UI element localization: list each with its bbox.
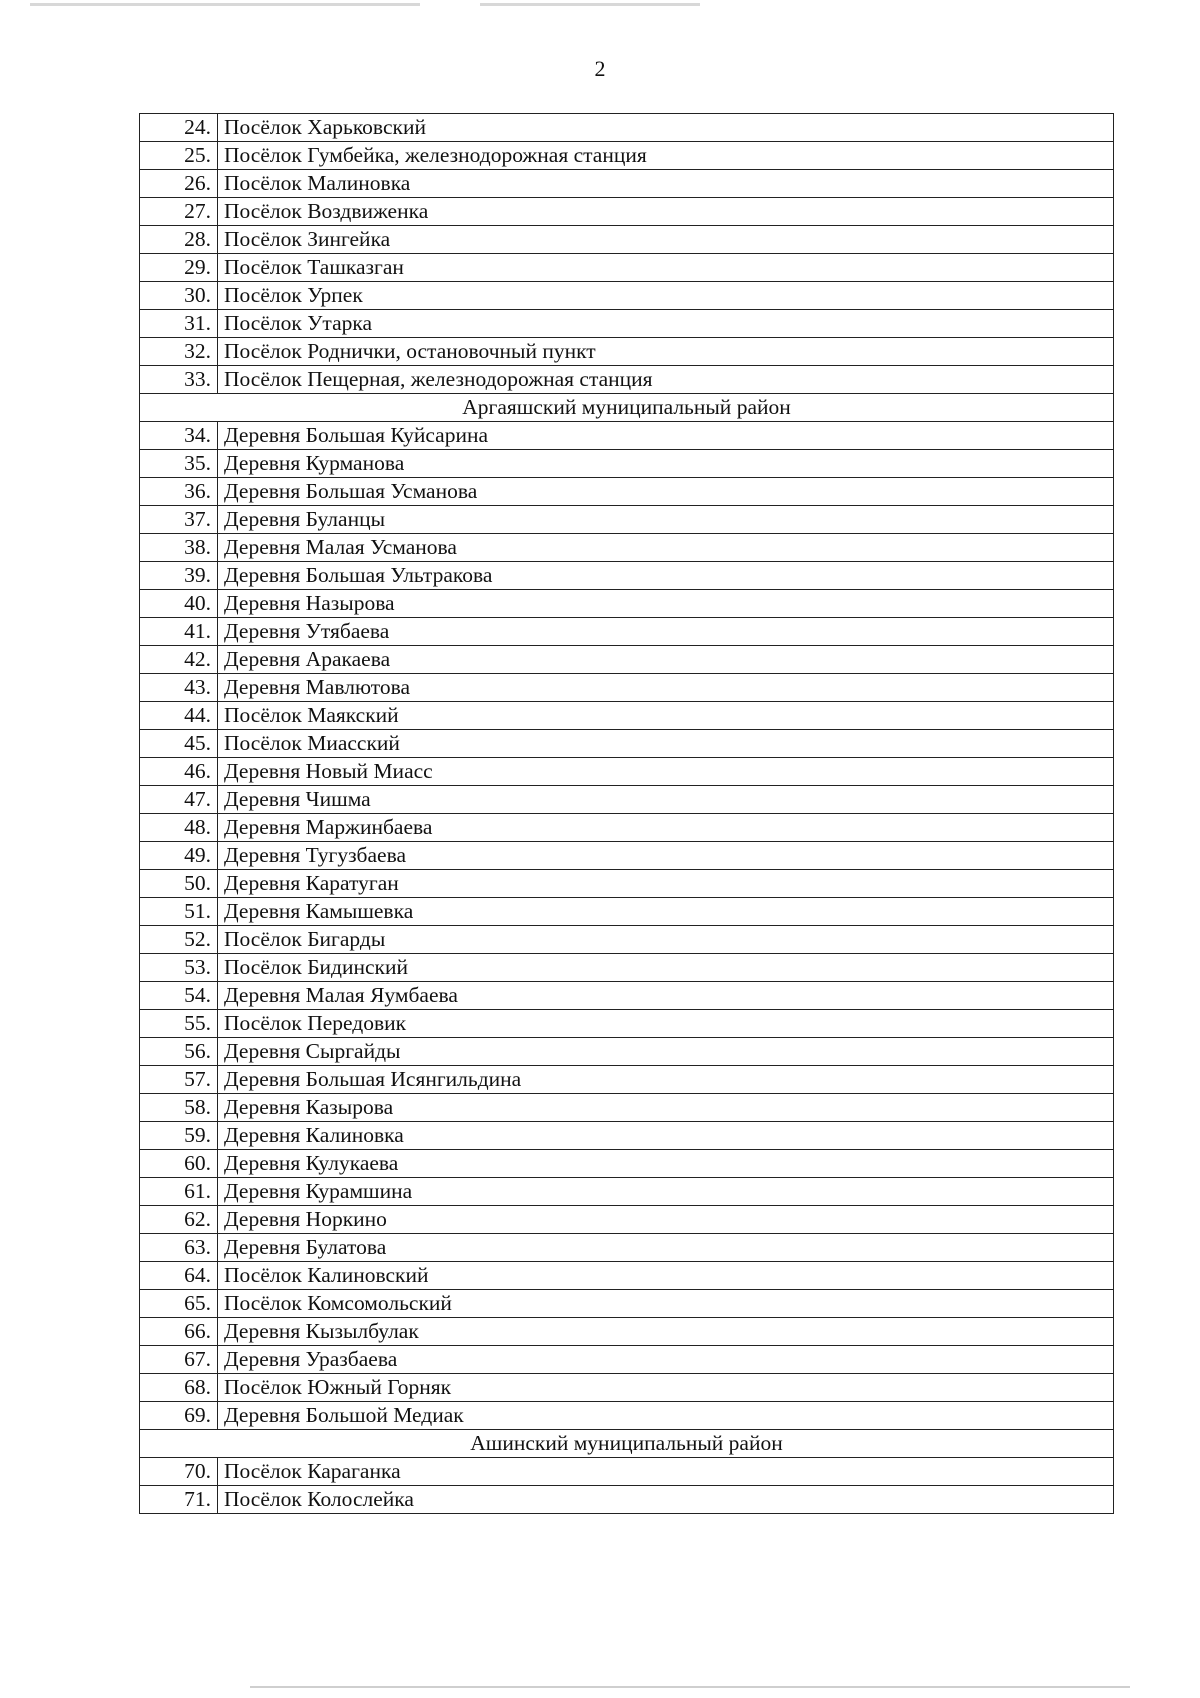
district-header-row — [140, 1430, 1114, 1458]
table-row — [140, 814, 1114, 842]
row-number: 65. — [140, 1290, 218, 1318]
row-number: 61. — [140, 1178, 218, 1206]
table-row — [140, 1010, 1114, 1038]
table-row — [140, 954, 1114, 982]
table-row — [140, 1402, 1114, 1430]
table-row — [140, 1150, 1114, 1178]
settlements-table — [139, 113, 1114, 1514]
settlement-name: Деревня Кызылбулак — [218, 1318, 1114, 1346]
row-number: 55. — [140, 1010, 218, 1038]
table-row — [140, 618, 1114, 646]
district-name: Аргаяшский муниципальный район — [140, 394, 1114, 422]
row-number: 28. — [140, 226, 218, 254]
settlement-name: Посёлок Утарка — [218, 310, 1114, 338]
table-row — [140, 870, 1114, 898]
row-number: 64. — [140, 1262, 218, 1290]
row-number: 38. — [140, 534, 218, 562]
table-row — [140, 114, 1114, 142]
table-row — [140, 1290, 1114, 1318]
settlement-name: Посёлок Гумбейка, железнодорожная станция — [218, 142, 1114, 170]
table-row — [140, 1038, 1114, 1066]
settlement-name: Деревня Курамшина — [218, 1178, 1114, 1206]
settlement-name: Посёлок Харьковский — [218, 114, 1114, 142]
settlement-name: Посёлок Бигарды — [218, 926, 1114, 954]
settlement-name: Деревня Уразбаева — [218, 1346, 1114, 1374]
table-row — [140, 226, 1114, 254]
settlement-name: Посёлок Малиновка — [218, 170, 1114, 198]
table-row — [140, 422, 1114, 450]
row-number: 36. — [140, 478, 218, 506]
settlement-name: Деревня Утябаева — [218, 618, 1114, 646]
settlement-name: Посёлок Калиновский — [218, 1262, 1114, 1290]
table-row — [140, 646, 1114, 674]
table-row — [140, 310, 1114, 338]
settlement-name: Деревня Малая Яумбаева — [218, 982, 1114, 1010]
settlement-name: Посёлок Караганка — [218, 1458, 1114, 1486]
scan-header-noise — [0, 0, 1200, 12]
settlement-name: Посёлок Пещерная, железнодорожная станция — [218, 366, 1114, 394]
table-row — [140, 982, 1114, 1010]
row-number: 60. — [140, 1150, 218, 1178]
table-row — [140, 702, 1114, 730]
settlement-name: Деревня Сыргайды — [218, 1038, 1114, 1066]
row-number: 32. — [140, 338, 218, 366]
table-row — [140, 1066, 1114, 1094]
table-row — [140, 1346, 1114, 1374]
row-number: 68. — [140, 1374, 218, 1402]
row-number: 62. — [140, 1206, 218, 1234]
row-number: 42. — [140, 646, 218, 674]
row-number: 24. — [140, 114, 218, 142]
row-number: 54. — [140, 982, 218, 1010]
row-number: 35. — [140, 450, 218, 478]
table-row — [140, 590, 1114, 618]
table-row — [140, 450, 1114, 478]
table-row — [140, 170, 1114, 198]
settlement-name: Посёлок Ташказган — [218, 254, 1114, 282]
page-number: 2 — [594, 56, 606, 81]
settlement-name: Деревня Аракаева — [218, 646, 1114, 674]
row-number: 49. — [140, 842, 218, 870]
table-row — [140, 926, 1114, 954]
row-number: 66. — [140, 1318, 218, 1346]
table-row — [140, 730, 1114, 758]
settlement-name: Посёлок Роднички, остановочный пункт — [218, 338, 1114, 366]
settlement-name: Деревня Калиновка — [218, 1122, 1114, 1150]
settlement-name: Деревня Малая Усманова — [218, 534, 1114, 562]
row-number: 39. — [140, 562, 218, 590]
table-row — [140, 842, 1114, 870]
table-row — [140, 562, 1114, 590]
settlement-name: Посёлок Миасский — [218, 730, 1114, 758]
row-number: 69. — [140, 1402, 218, 1430]
row-number: 31. — [140, 310, 218, 338]
row-number: 41. — [140, 618, 218, 646]
scan-footer-line — [250, 1686, 1130, 1688]
settlement-name: Деревня Новый Миасс — [218, 758, 1114, 786]
table-row — [140, 478, 1114, 506]
table-row — [140, 142, 1114, 170]
table-row — [140, 254, 1114, 282]
table-row — [140, 1094, 1114, 1122]
settlement-name: Посёлок Колослейка — [218, 1486, 1114, 1514]
row-number: 71. — [140, 1486, 218, 1514]
row-number: 37. — [140, 506, 218, 534]
table-row — [140, 282, 1114, 310]
row-number: 30. — [140, 282, 218, 310]
settlement-name: Деревня Тугузбаева — [218, 842, 1114, 870]
row-number: 29. — [140, 254, 218, 282]
table-row — [140, 198, 1114, 226]
settlement-name: Деревня Казырова — [218, 1094, 1114, 1122]
settlement-name: Деревня Назырова — [218, 590, 1114, 618]
settlement-name: Посёлок Южный Горняк — [218, 1374, 1114, 1402]
row-number: 58. — [140, 1094, 218, 1122]
settlement-name: Посёлок Воздвиженка — [218, 198, 1114, 226]
district-name: Ашинский муниципальный район — [140, 1430, 1114, 1458]
settlement-name: Деревня Каратуган — [218, 870, 1114, 898]
district-header-row — [140, 394, 1114, 422]
row-number: 40. — [140, 590, 218, 618]
settlement-name: Деревня Камышевка — [218, 898, 1114, 926]
row-number: 44. — [140, 702, 218, 730]
row-number: 34. — [140, 422, 218, 450]
row-number: 57. — [140, 1066, 218, 1094]
row-number: 27. — [140, 198, 218, 226]
settlement-name: Деревня Большая Усманова — [218, 478, 1114, 506]
row-number: 43. — [140, 674, 218, 702]
settlement-name: Деревня Норкино — [218, 1206, 1114, 1234]
settlement-name: Посёлок Урпек — [218, 282, 1114, 310]
settlement-name: Деревня Большая Ультракова — [218, 562, 1114, 590]
settlement-name: Посёлок Передовик — [218, 1010, 1114, 1038]
settlement-name: Деревня Булатова — [218, 1234, 1114, 1262]
table-row — [140, 1374, 1114, 1402]
table-row — [140, 1122, 1114, 1150]
table-row — [140, 758, 1114, 786]
settlement-name: Посёлок Зингейка — [218, 226, 1114, 254]
settlement-name: Деревня Большая Исянгильдина — [218, 1066, 1114, 1094]
row-number: 33. — [140, 366, 218, 394]
row-number: 26. — [140, 170, 218, 198]
table-row — [140, 898, 1114, 926]
row-number: 52. — [140, 926, 218, 954]
table-row — [140, 1318, 1114, 1346]
table-row — [140, 338, 1114, 366]
row-number: 45. — [140, 730, 218, 758]
row-number: 25. — [140, 142, 218, 170]
settlement-name: Деревня Мавлютова — [218, 674, 1114, 702]
settlement-name: Деревня Курманова — [218, 450, 1114, 478]
row-number: 48. — [140, 814, 218, 842]
row-number: 53. — [140, 954, 218, 982]
settlement-name: Деревня Большой Медиак — [218, 1402, 1114, 1430]
row-number: 63. — [140, 1234, 218, 1262]
row-number: 46. — [140, 758, 218, 786]
row-number: 51. — [140, 898, 218, 926]
row-number: 47. — [140, 786, 218, 814]
row-number: 70. — [140, 1458, 218, 1486]
table-row — [140, 1458, 1114, 1486]
row-number: 67. — [140, 1346, 218, 1374]
table-row — [140, 506, 1114, 534]
table-row — [140, 1234, 1114, 1262]
settlement-name: Деревня Чишма — [218, 786, 1114, 814]
row-number: 50. — [140, 870, 218, 898]
row-number: 56. — [140, 1038, 218, 1066]
table-row — [140, 786, 1114, 814]
row-number: 59. — [140, 1122, 218, 1150]
table-row — [140, 1262, 1114, 1290]
table-row — [140, 366, 1114, 394]
table-row — [140, 674, 1114, 702]
settlement-name: Деревня Кулукаева — [218, 1150, 1114, 1178]
settlement-name: Деревня Большая Куйсарина — [218, 422, 1114, 450]
settlement-name: Посёлок Бидинский — [218, 954, 1114, 982]
settlement-name: Деревня Маржинбаева — [218, 814, 1114, 842]
settlements-table-body — [140, 114, 1114, 1514]
table-row — [140, 534, 1114, 562]
table-row — [140, 1206, 1114, 1234]
table-row — [140, 1486, 1114, 1514]
settlement-name: Посёлок Комсомольский — [218, 1290, 1114, 1318]
settlement-name: Деревня Буланцы — [218, 506, 1114, 534]
table-row — [140, 1178, 1114, 1206]
settlement-name: Посёлок Маякский — [218, 702, 1114, 730]
